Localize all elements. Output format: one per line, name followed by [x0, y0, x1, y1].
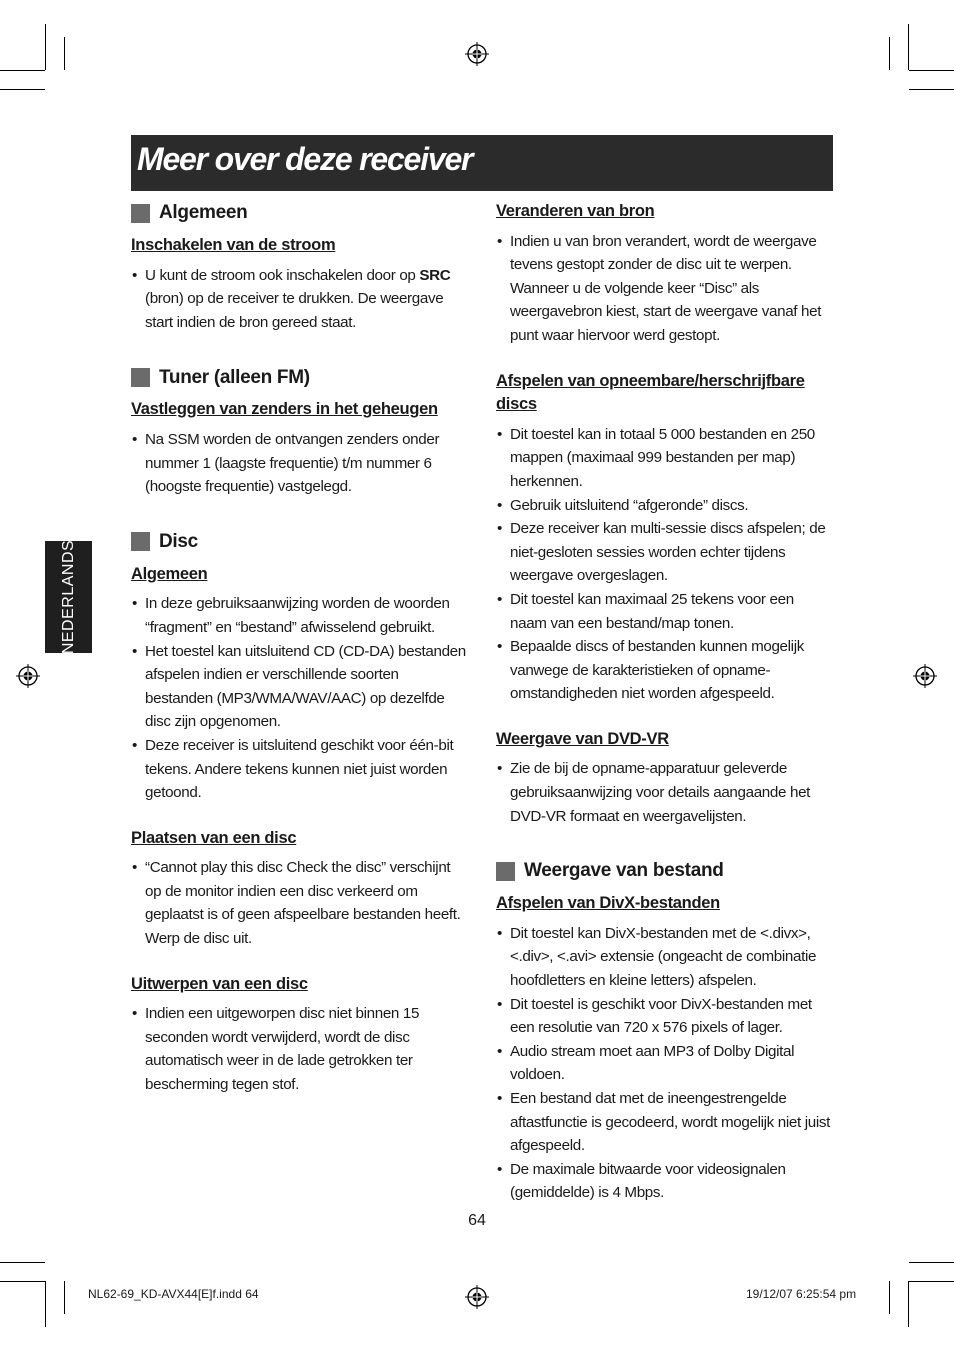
language-tab — [45, 541, 92, 653]
list-item: • Deze receiver is uitsluitend geschikt voor één-bit tekens. Andere tekens kunnen niet juist worden getoond. — [131, 734, 469, 805]
page-title: Meer over deze receiver — [137, 141, 473, 177]
bullet-list — [131, 1002, 469, 1096]
bullet-list — [496, 757, 834, 828]
crop-mark — [909, 89, 954, 90]
crop-mark — [908, 24, 909, 70]
list-item: • Indien u van bron verandert, wordt de weergave tevens gestopt zonder de disc uit te werpen. Wanneer u de volgende keer “Disc” als weergavebron kiest, start de weergave vanaf het punt waar hiervoor werd gestopt. — [496, 230, 834, 348]
crop-mark — [909, 70, 954, 71]
list-item: • “Cannot play this disc Check the disc” verschijnt op de monitor indien een disc verkeerd om geplaatst is of geen afspeelbare bestanden heeft. Werp de disc uit. — [131, 856, 469, 950]
list-item: • Dit toestel kan maximaal 25 tekens voor een naam van een bestand/map tonen. — [496, 588, 834, 635]
list-item: • De maximale bitwaarde voor videosignalen (gemiddelde) is 4 Mbps. — [496, 1158, 834, 1205]
registration-mark-icon — [16, 664, 40, 688]
subheading: Inschakelen van de stroom — [131, 236, 336, 254]
subheading: Algemeen — [131, 564, 208, 583]
registration-mark-icon — [465, 42, 489, 66]
section-heading-disc: Disc — [131, 529, 469, 555]
list-item: • Dit toestel kan DivX-bestanden met de <.divx>, <.div>, <.avi> extensie (ongeacht de combinatie hoofdletters en kleine letters) afspelen. — [496, 922, 834, 993]
crop-mark — [64, 1281, 65, 1314]
section-marker-icon — [131, 368, 150, 387]
crop-mark — [0, 70, 45, 71]
crop-mark — [0, 1281, 45, 1282]
list-item: • Bepaalde discs of bestanden kunnen mogelijk vanwege de karakteristieken of opname-omstandigheden niet worden afgespeeld. — [496, 635, 834, 706]
list-item: • Deze receiver kan multi-sessie discs afspelen; de niet-gesloten sessies worden echter tijdens weergave overgeslagen. — [496, 517, 834, 588]
list-item: • In deze gebruiksaanwijzing worden de woorden “fragment” en “bestand” afwisselend gebruikt. — [131, 592, 469, 639]
subheading: Afspelen van opneembare/herschrijfbare discs — [496, 371, 805, 414]
list-item: • U kunt de stroom ook inschakelen door op SRC (bron) op de receiver te drukken. De weergave start indien de bron gereed staat. — [131, 264, 469, 335]
crop-mark — [889, 37, 890, 70]
list-item: • Indien een uitgeworpen disc niet binnen 15 seconden wordt verwijderd, wordt de disc automatisch weer in de lade getrokken ter bescherming tegen stof. — [131, 1002, 469, 1096]
crop-mark — [909, 1281, 954, 1282]
list-item: • Audio stream moet aan MP3 of Dolby Digital voldoen. — [496, 1040, 834, 1087]
registration-mark-icon — [913, 664, 937, 688]
section-marker-icon — [131, 532, 150, 551]
crop-mark — [889, 1281, 890, 1314]
crop-mark — [909, 1262, 954, 1263]
left-column — [131, 200, 469, 1097]
crop-mark — [64, 37, 65, 70]
bullet-list — [131, 428, 469, 499]
list-item: • Dit toestel kan in totaal 5 000 bestanden en 250 mappen (maximaal 999 bestanden per map) herkennen. — [496, 423, 834, 494]
subheading: Afspelen van DivX-bestanden — [496, 894, 720, 913]
crop-mark — [908, 1281, 909, 1327]
list-item: • Gebruik uitsluitend “afgeronde” discs. — [496, 494, 834, 518]
bullet-list — [496, 423, 834, 706]
section-heading-bestand: Weergave van bestand — [496, 858, 834, 884]
list-item: • Na SSM worden de ontvangen zenders onder nummer 1 (laagste frequentie) t/m nummer 6 (hoogste frequentie) vastgelegd. — [131, 428, 469, 499]
page-number: 64 — [468, 1212, 486, 1229]
crop-mark — [45, 1281, 46, 1327]
list-item: • Zie de bij de opname-apparatuur geleverde gebruiksaanwijzing voor details aangaande het DVD-VR formaat en weergavelijsten. — [496, 757, 834, 828]
section-marker-icon — [496, 862, 515, 881]
section-heading-algemeen: Algemeen — [131, 200, 469, 226]
crop-mark — [45, 24, 46, 70]
registration-mark-icon — [465, 1285, 489, 1309]
subheading: Vastleggen van zenders in het geheugen — [131, 400, 438, 419]
bullet-list — [496, 230, 834, 348]
subheading: Plaatsen van een disc — [131, 828, 297, 847]
subheading: Weergave van DVD-VR — [496, 729, 669, 748]
bullet-list — [131, 592, 469, 804]
title-bar — [131, 135, 833, 191]
section-marker-icon — [131, 204, 150, 223]
bullet-list — [131, 264, 469, 335]
footer-datetime: 19/12/07 6:25:54 pm — [746, 1287, 857, 1301]
crop-mark — [0, 89, 45, 90]
subheading: Uitwerpen van een disc — [131, 974, 308, 993]
list-item: • Het toestel kan uitsluitend CD (CD-DA) bestanden afspelen indien er verschillende soorten bestanden (MP3/WMA/WAV/AAC) op dezelfde disc zijn opgenomen. — [131, 640, 469, 734]
section-heading-tuner: Tuner (alleen FM) — [131, 364, 469, 390]
bullet-list — [131, 856, 469, 950]
subheading: Veranderen van bron — [496, 202, 655, 220]
crop-mark — [0, 1262, 45, 1263]
language-tab-label: NEDERLANDS — [59, 539, 77, 655]
list-item: • Een bestand dat met de ineengestrengelde aftastfunctie is gecodeerd, wordt mogelijk niet juist afgespeeld. — [496, 1087, 834, 1158]
right-column — [496, 200, 834, 1205]
footer-file: NL62-69_KD-AVX44[E]f.indd 64 — [88, 1287, 259, 1301]
list-item: • Dit toestel is geschikt voor DivX-bestanden met een resolutie van 720 x 576 pixels of lager. — [496, 993, 834, 1040]
bullet-list — [496, 922, 834, 1205]
